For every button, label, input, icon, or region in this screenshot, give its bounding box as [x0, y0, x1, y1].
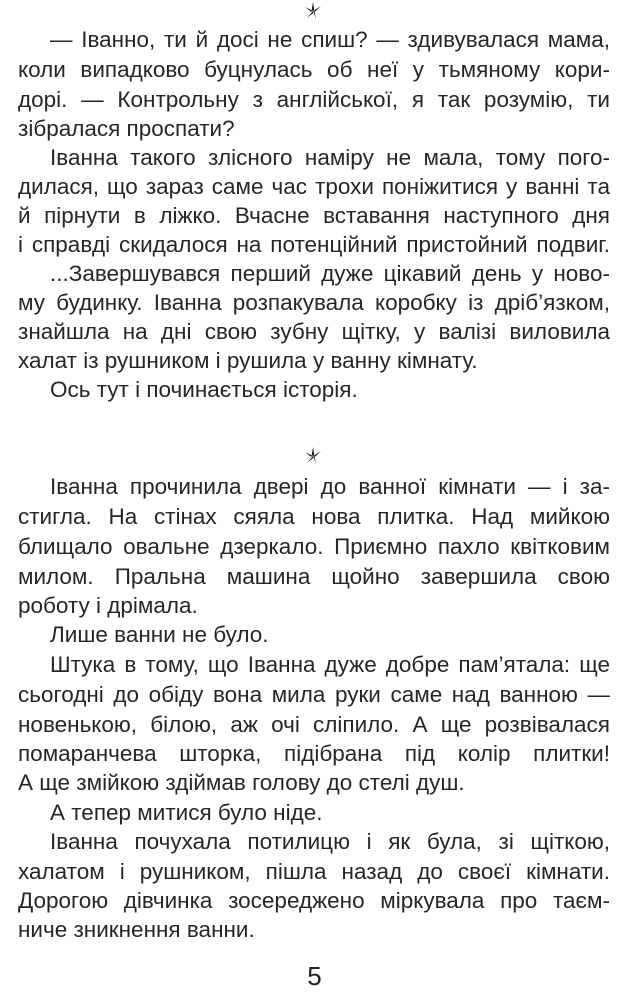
text-line: сьогодні до обіду вона мила руки саме над ванною —: [18, 682, 610, 707]
text-line: халат із рушником і рушила у ванну кімнату.: [18, 348, 478, 373]
text-line: Штука в тому, що Іванна дуже добре пам’ятала: ще: [50, 652, 610, 677]
text-line: й пірнути в ліжко. Вчасне вставання наступного дня: [18, 203, 610, 228]
text-line: Дорогою дівчинка зосереджено міркувала про таєм-: [18, 888, 610, 913]
text-line: Іванна почухала потилицю і як була, зі щіткою,: [50, 829, 610, 854]
text-line: дилася, що зараз саме час трохи поніжитися у ванні та: [18, 174, 610, 199]
text-line: знайшла на дні свою зубну щітку, у валізі виловила: [18, 319, 610, 344]
top-ornament-icon: [303, 1, 323, 21]
text-line: і справді скидалося на потенційний пристойний подвиг.: [18, 232, 610, 257]
text-line: зібралася проспати?: [18, 116, 235, 141]
text-line: ...Завершувався перший дуже цікавий день у ново-: [50, 261, 610, 286]
text-line: А ще змійкою здіймав голову до стелі душ.: [18, 770, 465, 795]
text-line: роботу і дрімала.: [18, 593, 198, 618]
text-line: ниче зникнення ванни.: [18, 917, 255, 942]
text-line: му будинку. Іванна розпакувала коробку із дріб’язком,: [18, 290, 610, 315]
text-line: коли випадково буцнулась об неї у тьмяному кори-: [18, 57, 610, 82]
text-line: стигла. На стінах сяяла нова плитка. Над мийкою: [18, 504, 610, 529]
page-number: 5: [307, 961, 322, 991]
text-line: блищало овальне дзеркало. Приємно пахло квітковим: [18, 534, 610, 559]
text-line: милом. Пральна машина щойно завершила свою: [18, 564, 610, 589]
text-line: А тепер митися було ніде.: [50, 800, 323, 825]
text-line: Іванна такого злісного наміру не мала, тому пого-: [50, 145, 610, 170]
section-ornament-icon: [303, 446, 323, 466]
text-line: помаранчева шторка, підібрана під колір плитки!: [18, 741, 610, 766]
text-line: Лише ванни не було.: [50, 622, 269, 647]
text-line: новенькою, білою, аж очі сліпило. А ще розвівалася: [18, 712, 610, 737]
text-line: Ось тут і починається історія.: [50, 377, 358, 402]
text-line: Іванна прочинила двері до ванної кімнати — і за-: [50, 474, 610, 499]
text-line: халатом і рушником, пішла назад до своєї кімнати.: [18, 859, 610, 884]
text-line: — Іванно, ти й досі не спиш? — здивувалася мама,: [50, 27, 610, 52]
text-line: дорі. — Контрольну з англійської, я так розумію, ти: [18, 87, 610, 112]
